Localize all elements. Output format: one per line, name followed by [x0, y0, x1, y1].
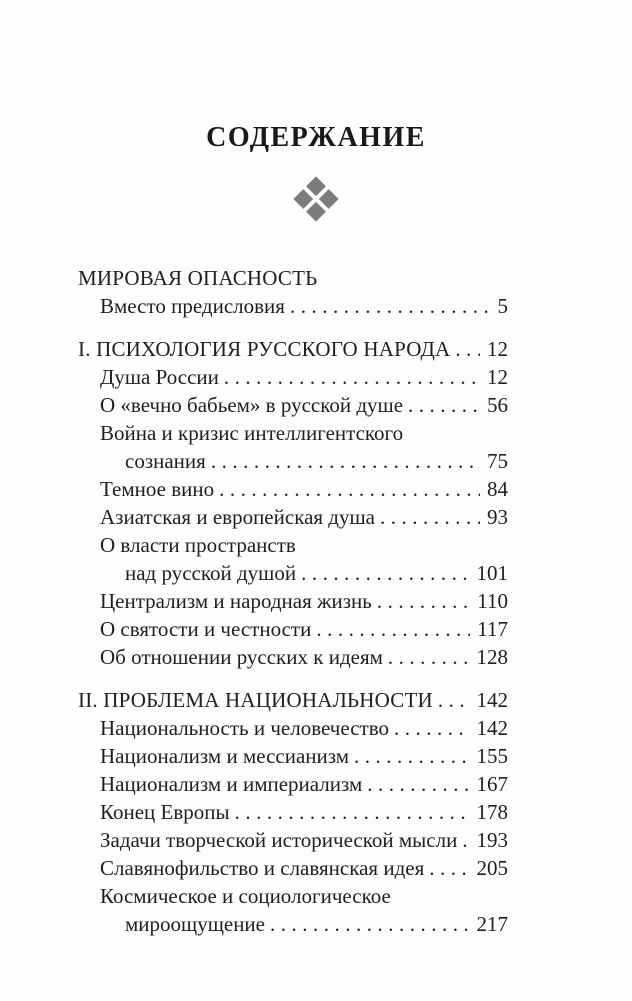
- dot-leader: [290, 292, 491, 320]
- dot-leader: [211, 447, 480, 475]
- page-number: 142: [476, 687, 508, 712]
- page-number: 142: [476, 715, 508, 740]
- entry-title: Темное вино: [100, 476, 215, 501]
- page-number: 128: [476, 644, 508, 669]
- dot-leader: [388, 643, 470, 671]
- dot-leader: [224, 363, 480, 391]
- toc-entry: [78, 419, 508, 447]
- dot-leader: [316, 615, 470, 643]
- toc-entry: [78, 643, 508, 671]
- page-number: 155: [476, 743, 508, 768]
- toc-entry: [78, 531, 508, 559]
- section-heading-text: I. ПСИХОЛОГИЯ РУССКОГО НАРОДА: [78, 336, 451, 361]
- entry-title: О власти пространств: [100, 532, 296, 557]
- dot-leader: [408, 391, 480, 419]
- entry-title: О «вечно бабьем» в русской душе: [100, 392, 404, 417]
- entry-title: Централизм и народная жизнь: [100, 588, 372, 613]
- toc-entry: [78, 391, 508, 419]
- entry-title: Вместо предисловия: [100, 293, 285, 318]
- dot-leader: [235, 798, 470, 826]
- entry-title: Душа России: [100, 364, 219, 389]
- page-number: 193: [476, 827, 508, 852]
- dot-leader: [270, 910, 470, 938]
- dot-leader: [462, 826, 469, 854]
- section-heading-text: МИРОВАЯ ОПАСНОСТЬ: [78, 265, 318, 290]
- dot-leader: [367, 770, 469, 798]
- page-number: 84: [487, 476, 508, 501]
- dot-leader: [301, 559, 469, 587]
- toc-entry: [78, 363, 508, 391]
- page-number: 93: [487, 504, 508, 529]
- page-number: 110: [477, 588, 508, 613]
- page-number: 205: [476, 855, 508, 880]
- entry-title: Национализм и империализм: [100, 771, 363, 796]
- page-number: 117: [477, 616, 508, 641]
- dot-leader: [394, 714, 470, 742]
- entry-title: Славянофильство и славянская идея: [100, 855, 425, 880]
- dot-leader: [377, 587, 470, 615]
- toc-entry: [78, 798, 508, 826]
- dot-leader: [429, 854, 469, 882]
- toc-entry: [78, 475, 508, 503]
- table-of-contents: [78, 264, 508, 938]
- four-diamonds-ornament-icon: [293, 176, 338, 221]
- toc-entry-wrap-line: [78, 447, 508, 475]
- entry-title: Национализм и мессианизм: [100, 743, 350, 768]
- toc-section: [78, 264, 508, 320]
- page-number: 167: [476, 771, 508, 796]
- entry-title: Война и кризис интеллигентского: [100, 420, 404, 445]
- page-number: 56: [487, 392, 508, 417]
- toc-section-heading: [78, 335, 508, 363]
- toc-entry-wrap-line: [78, 910, 508, 938]
- dot-leader: [354, 742, 469, 770]
- toc-entry: [78, 826, 508, 854]
- dot-leader: [455, 335, 480, 363]
- page-number: 12: [487, 364, 508, 389]
- toc-entry: [78, 770, 508, 798]
- page-number: 217: [476, 911, 508, 936]
- entry-title: Об отношении русских к идеям: [100, 644, 383, 669]
- diamond-shape: [319, 189, 339, 209]
- entry-title-continuation: мироощущение: [125, 911, 265, 936]
- toc-entry: [78, 503, 508, 531]
- page-number: 101: [476, 560, 508, 585]
- entry-title: Конец Европы: [100, 799, 230, 824]
- toc-entry-wrap-line: [78, 559, 508, 587]
- entry-title-continuation: над русской душой: [125, 560, 297, 585]
- page-title: СОДЕРЖАНИЕ: [206, 122, 426, 153]
- toc-section: [78, 686, 508, 938]
- dot-leader: [380, 503, 480, 531]
- dot-leader: [438, 686, 470, 714]
- entry-title: Национальность и человечество: [100, 715, 389, 740]
- entry-title: Космическое и социологическое: [100, 883, 391, 908]
- section-heading-text: II. ПРОБЛЕМА НАЦИОНАЛЬНОСТИ: [78, 687, 433, 712]
- page-number: 5: [497, 293, 508, 318]
- entry-title-continuation: сознания: [125, 448, 206, 473]
- toc-entry: [78, 292, 508, 320]
- entry-title: О святости и честности: [100, 616, 312, 641]
- toc-entry: [78, 714, 508, 742]
- toc-entry: [78, 587, 508, 615]
- dot-leader: [219, 475, 480, 503]
- page-number: 12: [487, 336, 508, 361]
- toc-entry: [78, 882, 508, 910]
- page-number: 75: [487, 448, 508, 473]
- diamond-shape: [306, 202, 326, 222]
- toc-section-heading: [78, 264, 508, 292]
- entry-title: Азиатская и европейская душа: [100, 504, 375, 529]
- page-number: 178: [476, 799, 508, 824]
- toc-entry: [78, 854, 508, 882]
- toc-entry: [78, 615, 508, 643]
- toc-section: [78, 335, 508, 671]
- entry-title: Задачи творческой исторической мысли: [100, 827, 458, 852]
- toc-entry: [78, 742, 508, 770]
- toc-section-heading: [78, 686, 508, 714]
